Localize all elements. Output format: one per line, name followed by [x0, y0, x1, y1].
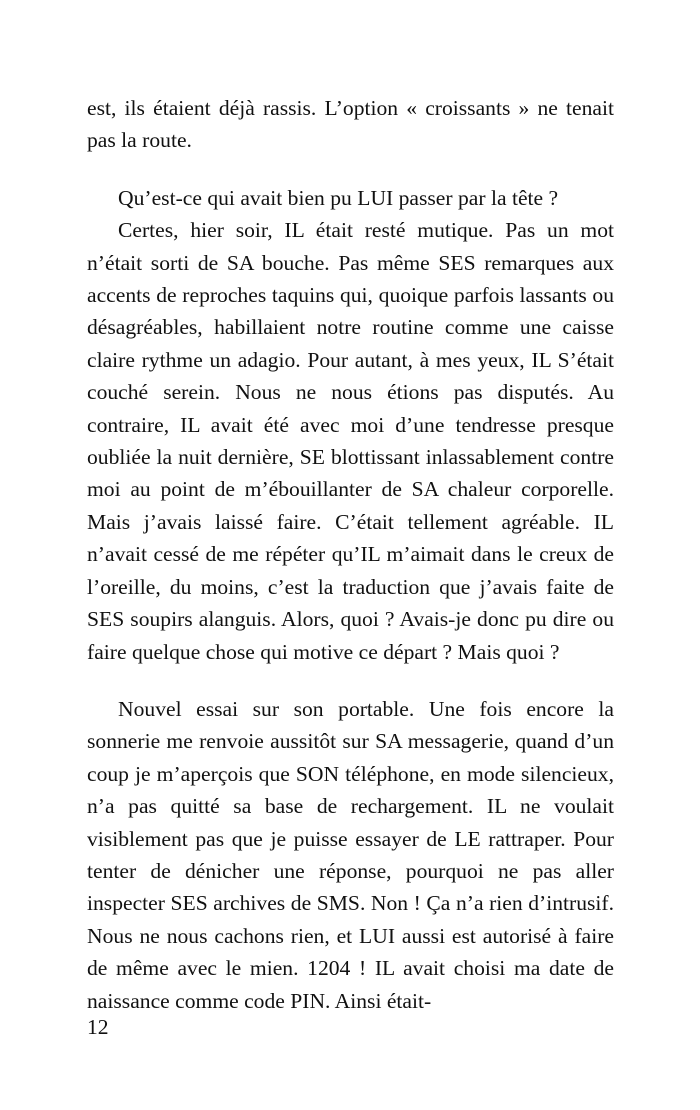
paragraph-2: Qu’est-ce qui avait bien pu LUI passer par la tête ? — [118, 185, 559, 210]
paragraph-4: Nouvel essai sur son portable. Une fois encore la sonnerie me renvoie aussitôt sur SA messagerie, quand d’un coup je m’aperçois que SON téléphone, en mode silencieux, n’a pas quitté sa base de rechargement. IL ne voulait visiblement pas que je puisse essayer de LE rattraper. Pour tenter de dénicher une réponse, pourquoi ne pas aller inspecter SES archives de SMS. Non ! Ça n’a rien d’intrusif. Nous ne nous cachons rien, et LUI aussi est autorisé à faire de même avec le mien. 1204 ! IL avait choisi ma date de naissance comme code PIN. Ainsi était- — [87, 696, 614, 1013]
paragraph-3: Certes, hier soir, IL était resté mutique. Pas un mot n’était sorti de SA bouche. Pas même SES remarques aux accents de reproches taquins qui, quoique parfois lassants ou désagréables, habillaient notre routine comme une caisse claire rythme un adagio. Pour autant, à mes yeux, IL S’était couché serein. Nous ne nous étions pas disputés. Au contraire, IL avait été avec moi d’une tendresse presque oubliée la nuit dernière, SE blottissant inlassablement contre moi au point de m’ébouillanter de SA chaleur corporelle. Mais j’avais laissé faire. C’était tellement agréable. IL n’avait cessé de me répéter qu’IL m’aimait dans le creux de l’oreille, du moins, c’est la traduction que j’avais faite de SES soupirs alanguis. Alors, quoi ? Avais-je donc pu dire ou faire quelque chose qui motive ce départ ? Mais quoi ? — [87, 218, 614, 664]
paragraph-1: est, ils étaient déjà rassis. L’option « croissants » ne tenait pas la route. — [87, 96, 614, 153]
body-text — [87, 92, 614, 1017]
page-number: 12 — [87, 1015, 109, 1039]
